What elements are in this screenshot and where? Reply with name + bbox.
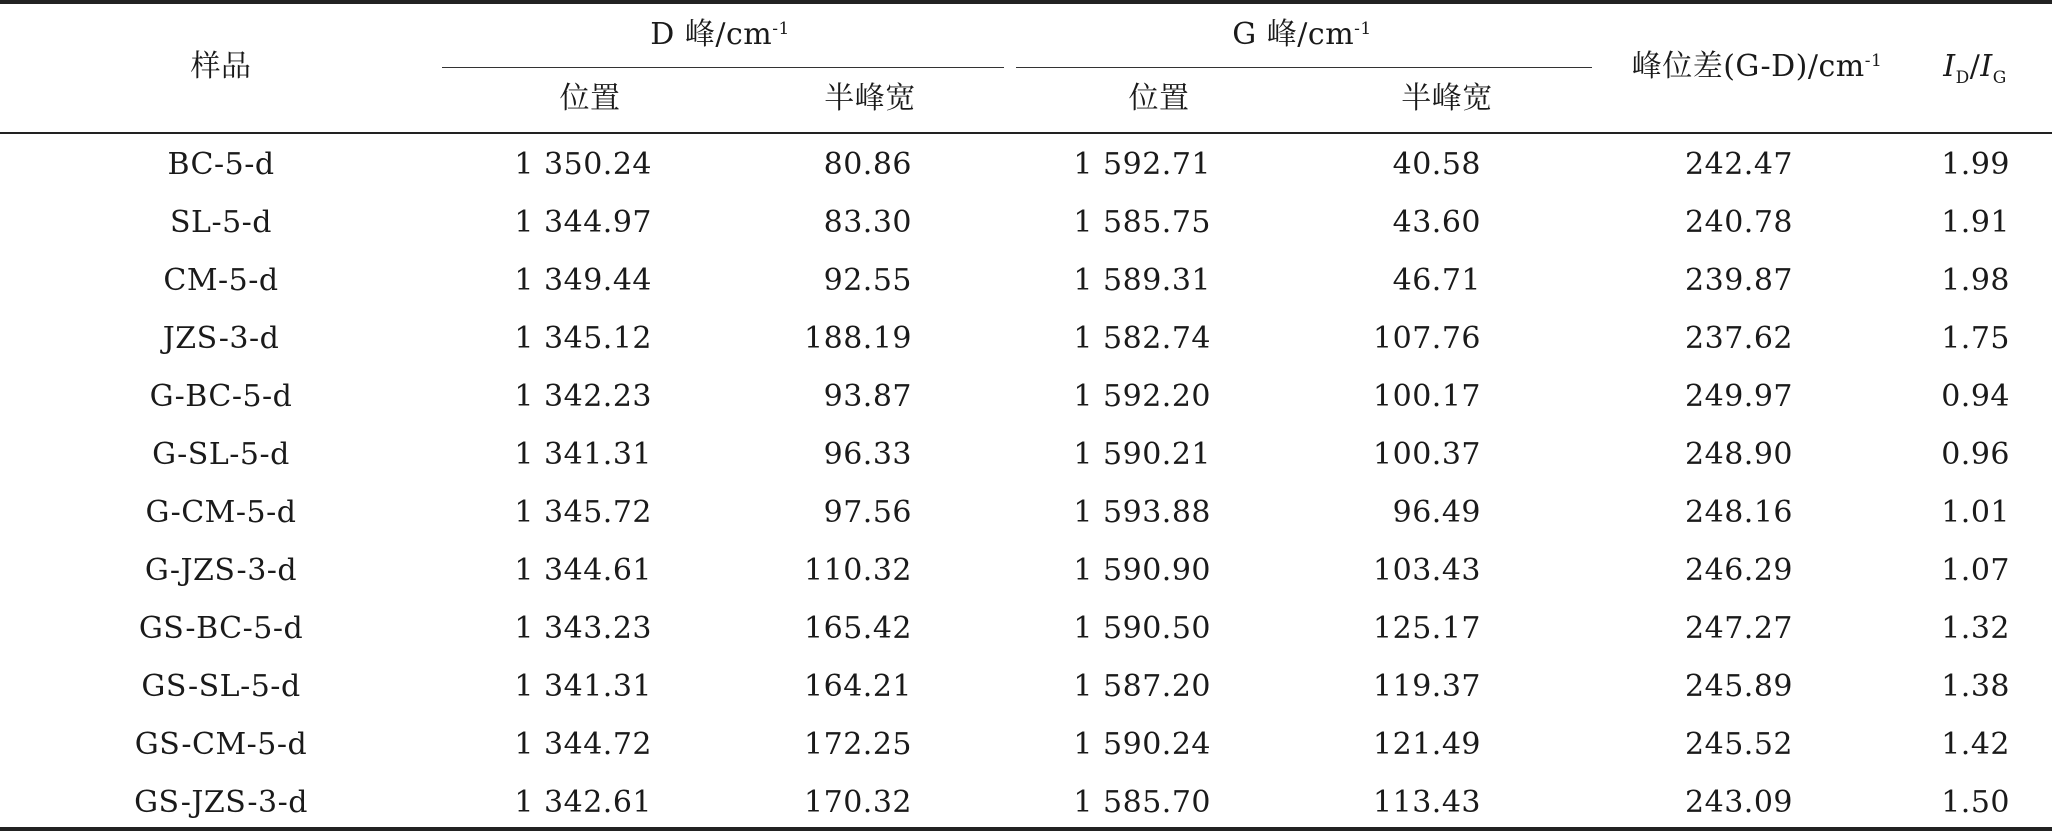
- cell-g-position: 1 593.88: [1073, 495, 1211, 530]
- cell-d-fwhm: 164.21: [804, 669, 912, 704]
- cell-g-fwhm: 103.43: [1373, 553, 1481, 588]
- cell-g-fwhm: 100.17: [1373, 379, 1481, 414]
- cell-peak-diff: 245.89: [1685, 669, 1793, 704]
- header-g-peak-label: G 峰/cm: [1232, 17, 1355, 52]
- cell-peak-diff: 246.29: [1685, 553, 1793, 588]
- cell-d-position: 1 342.23: [514, 379, 652, 414]
- cell-g-fwhm: 43.60: [1392, 205, 1481, 240]
- cell-peak-diff: 240.78: [1685, 205, 1793, 240]
- cell-ratio: 1.42: [1941, 727, 2010, 762]
- cell-d-position: 1 343.23: [514, 611, 652, 646]
- cell-d-position: 1 344.97: [514, 205, 652, 240]
- cell-d-fwhm: 92.55: [823, 263, 912, 298]
- ratio-i-d: I: [1943, 49, 1956, 84]
- cell-d-fwhm: 93.87: [823, 379, 912, 414]
- cell-d-fwhm: 172.25: [804, 727, 912, 762]
- header-g-fwhm: 半峰宽: [1401, 81, 1493, 116]
- cell-g-fwhm: 46.71: [1392, 263, 1481, 298]
- cell-sample: G-SL-5-d: [152, 437, 290, 472]
- cell-d-fwhm: 170.32: [804, 785, 912, 820]
- cell-peak-diff: 249.97: [1685, 379, 1793, 414]
- cell-d-fwhm: 96.33: [823, 437, 912, 472]
- cell-g-fwhm: 125.17: [1373, 611, 1481, 646]
- cell-g-fwhm: 40.58: [1392, 147, 1481, 182]
- cell-peak-diff: 239.87: [1685, 263, 1793, 298]
- cell-g-position: 1 590.24: [1073, 727, 1211, 762]
- cell-g-position: 1 592.71: [1073, 147, 1211, 182]
- cell-peak-diff: 248.90: [1685, 437, 1793, 472]
- cell-peak-diff: 245.52: [1685, 727, 1793, 762]
- cell-sample: G-JZS-3-d: [144, 553, 298, 588]
- d-peak-subrule: [442, 67, 1004, 68]
- cell-g-fwhm: 119.37: [1373, 669, 1481, 704]
- cell-d-fwhm: 188.19: [804, 321, 912, 356]
- cell-d-fwhm: 97.56: [823, 495, 912, 530]
- cell-d-position: 1 341.31: [514, 437, 652, 472]
- cell-ratio: 1.91: [1941, 205, 2010, 240]
- g-peak-subrule: [1016, 67, 1592, 68]
- cell-g-position: 1 590.21: [1073, 437, 1211, 472]
- cell-ratio: 1.38: [1941, 669, 2010, 704]
- cell-peak-diff: 247.27: [1685, 611, 1793, 646]
- cell-g-fwhm: 100.37: [1373, 437, 1481, 472]
- header-sample: 样品: [190, 49, 252, 84]
- cell-g-fwhm: 96.49: [1392, 495, 1481, 530]
- cell-d-position: 1 350.24: [514, 147, 652, 182]
- cell-sample: G-CM-5-d: [145, 495, 297, 530]
- cell-d-position: 1 342.61: [514, 785, 652, 820]
- cell-d-position: 1 349.44: [514, 263, 652, 298]
- cell-sample: JZS-3-d: [162, 321, 280, 356]
- bottom-rule: [0, 827, 2052, 831]
- cell-sample: BC-5-d: [167, 147, 275, 182]
- ratio-sub-d: D: [1955, 68, 1970, 88]
- cell-d-fwhm: 80.86: [823, 147, 912, 182]
- cell-d-position: 1 345.72: [514, 495, 652, 530]
- header-d-peak-exp: -1: [772, 19, 790, 39]
- header-d-position: 位置: [559, 81, 621, 116]
- cell-peak-diff: 243.09: [1685, 785, 1793, 820]
- cell-g-position: 1 590.90: [1073, 553, 1211, 588]
- cell-d-position: 1 344.72: [514, 727, 652, 762]
- cell-g-fwhm: 107.76: [1373, 321, 1481, 356]
- cell-sample: GS-BC-5-d: [138, 611, 304, 646]
- header-d-peak-label: D 峰/cm: [650, 17, 773, 52]
- cell-g-position: 1 587.20: [1073, 669, 1211, 704]
- cell-sample: GS-JZS-3-d: [134, 785, 308, 820]
- header-peak-diff-exp: -1: [1864, 51, 1883, 71]
- cell-sample: GS-CM-5-d: [134, 727, 308, 762]
- cell-ratio: 1.50: [1941, 785, 2010, 820]
- cell-g-fwhm: 121.49: [1373, 727, 1481, 762]
- header-rule: [0, 132, 2052, 134]
- cell-sample: G-BC-5-d: [149, 379, 293, 414]
- cell-sample: CM-5-d: [163, 263, 279, 298]
- cell-ratio: 0.96: [1941, 437, 2010, 472]
- header-g-peak-exp: -1: [1354, 19, 1372, 39]
- cell-g-position: 1 592.20: [1073, 379, 1211, 414]
- cell-g-position: 1 590.50: [1073, 611, 1211, 646]
- ratio-slash: /: [1969, 49, 1981, 84]
- ratio-i-g: I: [1980, 49, 1993, 84]
- ratio-sub-g: G: [1992, 68, 2007, 88]
- cell-ratio: 1.01: [1941, 495, 2010, 530]
- cell-g-fwhm: 113.43: [1373, 785, 1481, 820]
- cell-g-position: 1 589.31: [1073, 263, 1211, 298]
- cell-ratio: 1.75: [1941, 321, 2010, 356]
- cell-ratio: 1.07: [1941, 553, 2010, 588]
- cell-ratio: 1.98: [1941, 263, 2010, 298]
- cell-d-fwhm: 165.42: [804, 611, 912, 646]
- cell-ratio: 1.32: [1941, 611, 2010, 646]
- cell-d-position: 1 344.61: [514, 553, 652, 588]
- cell-peak-diff: 237.62: [1685, 321, 1793, 356]
- cell-peak-diff: 242.47: [1685, 147, 1793, 182]
- header-peak-diff-label: 峰位差(G-D)/cm: [1631, 49, 1865, 84]
- cell-d-fwhm: 110.32: [804, 553, 912, 588]
- cell-sample: GS-SL-5-d: [141, 669, 301, 704]
- cell-d-fwhm: 83.30: [823, 205, 912, 240]
- cell-peak-diff: 248.16: [1685, 495, 1793, 530]
- cell-g-position: 1 582.74: [1073, 321, 1211, 356]
- cell-g-position: 1 585.70: [1073, 785, 1211, 820]
- header-d-fwhm: 半峰宽: [824, 81, 916, 116]
- header-g-position: 位置: [1128, 81, 1190, 116]
- cell-ratio: 1.99: [1941, 147, 2010, 182]
- cell-d-position: 1 341.31: [514, 669, 652, 704]
- cell-d-position: 1 345.12: [514, 321, 652, 356]
- cell-g-position: 1 585.75: [1073, 205, 1211, 240]
- cell-sample: SL-5-d: [169, 205, 273, 240]
- cell-ratio: 0.94: [1941, 379, 2010, 414]
